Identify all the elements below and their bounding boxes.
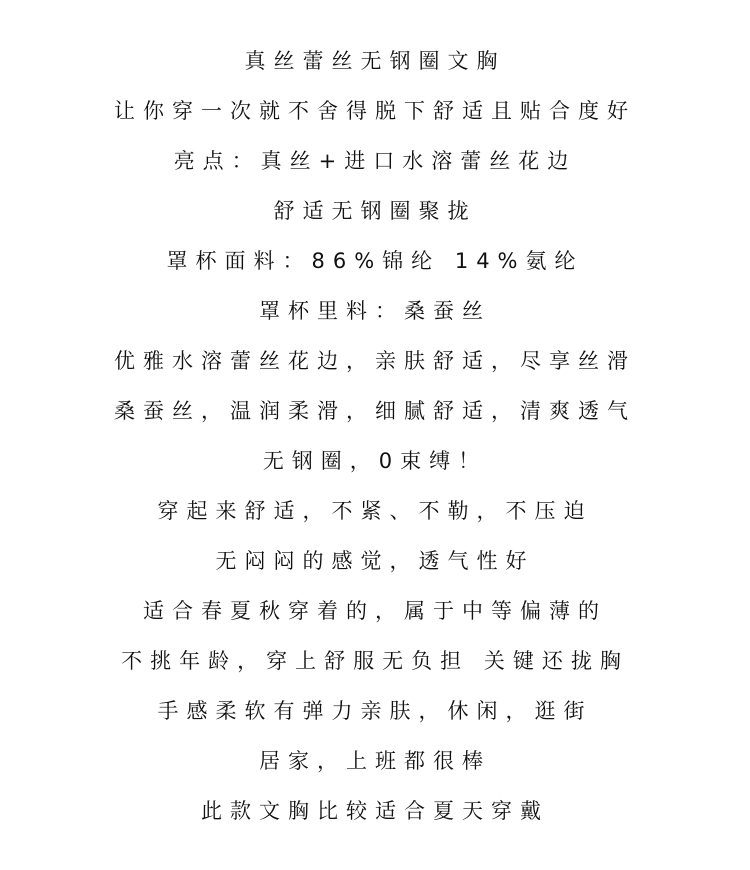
text-line: 亮点：真丝+进口水溶蕾丝花边 (173, 149, 577, 173)
text-line: 居家，上班都很棒 (259, 749, 491, 773)
text-line: 舒适无钢圈聚拢 (273, 199, 477, 223)
text-line: 让你穿一次就不舍得脱下舒适且贴合度好 (114, 99, 636, 123)
text-line: 此款文胸比较适合夏天穿戴 (201, 799, 549, 823)
text-line: 优雅水溶蕾丝花边，亲肤舒适，尽享丝滑 (114, 349, 636, 373)
text-line: 手感柔软有弹力亲肤，休闲，逛街 (157, 699, 593, 723)
product-description (0, 43, 750, 843)
text-line: 不挑年龄，穿上舒服无负担 关键还拢胸 (121, 649, 629, 673)
text-line: 无闷闷的感觉，透气性好 (215, 549, 535, 573)
text-line: 无钢圈，0束缚！ (262, 449, 488, 473)
text-line: 适合春夏秋穿着的，属于中等偏薄的 (143, 599, 607, 623)
text-line: 罩杯里料：桑蚕丝 (259, 299, 491, 323)
text-line: 桑蚕丝，温润柔滑，细腻舒适，清爽透气 (114, 399, 636, 423)
text-line: 罩杯面料：86%锦纶 14%氨纶 (166, 249, 584, 273)
title-line: 真丝蕾丝无钢圈文胸 (244, 49, 506, 73)
text-line: 穿起来舒适，不紧、不勒，不压迫 (157, 499, 593, 523)
